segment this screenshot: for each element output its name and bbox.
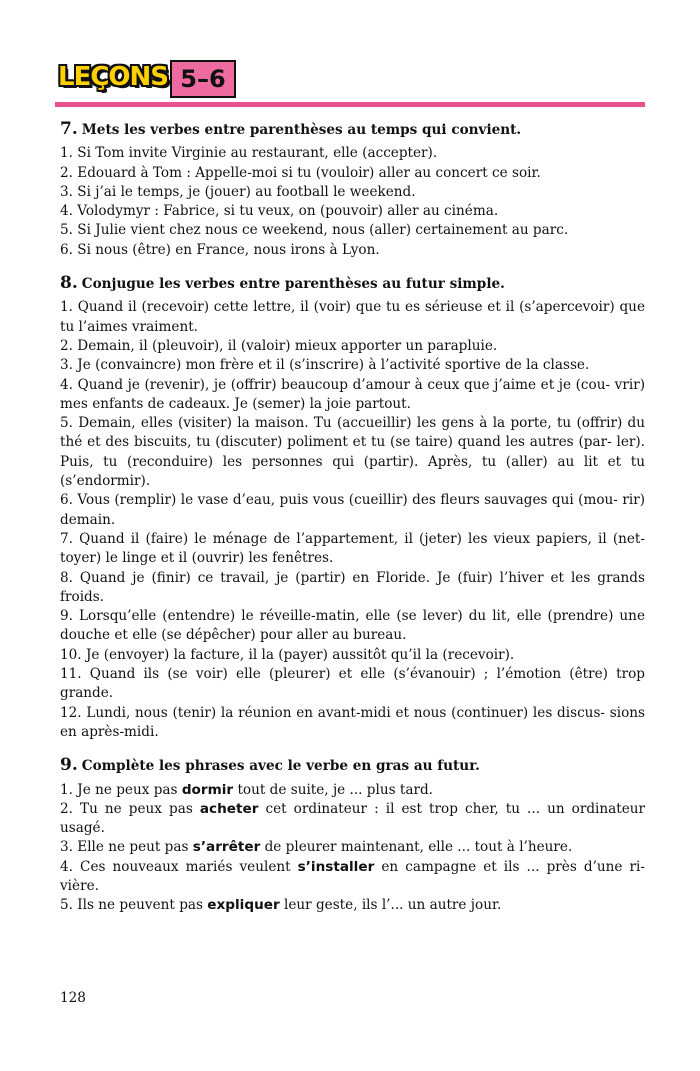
item-text: de pleurer maintenant, elle ... tout à l’heure.: [260, 839, 573, 856]
exercise-9-number: 9.: [60, 755, 78, 776]
list-item: 7. Quand il (faire) le ménage de l’appartement, il (jeter) les vieux papiers, il (net- toyer) le linge et il (ouvrir) les fenêtres.: [60, 530, 645, 567]
exercise-8-instruction: Conjugue les verbes entre parenthèses au futur simple.: [81, 276, 505, 293]
list-item: 5. Si Julie vient chez nous ce weekend, nous (aller) certainement au parc.: [60, 222, 569, 239]
exercise-9-instruction: Complète les phrases avec le verbe en gras au futur.: [81, 758, 480, 775]
item-text: 5. Ils ne peuvent pas: [60, 897, 208, 914]
bold-verb: s’installer: [297, 858, 375, 875]
item-text: cet ordinateur : il est trop cher, tu ... un ordinateur usagé.: [60, 800, 646, 837]
bold-verb: dormir: [181, 781, 234, 798]
item-text: 2. Tu ne peux pas: [60, 800, 200, 817]
header-divider: [55, 102, 645, 107]
item-text: tout de suite, je ... plus tard.: [233, 781, 433, 798]
lessons-range-badge: 5–6: [170, 60, 236, 98]
list-item: 3. Je (convaincre) mon frère et il (s’inscrire) à l’activité sportive de la classe.: [60, 357, 590, 374]
list-item: 6. Si nous (être) en France, nous irons à Lyon.: [60, 241, 380, 258]
list-item: 11. Quand ils (se voir) elle (pleurer) et elle (s’évanouir) ; l’émotion (être) trop grande.: [60, 666, 645, 702]
exercise-7-title: [60, 120, 645, 140]
item-text: 4. Ces nouveaux mariés veulent: [60, 858, 298, 875]
bold-verb: acheter: [199, 800, 259, 817]
list-item: 3. Si j’ai le temps, je (jouer) au football le weekend.: [60, 183, 416, 200]
exercise-8-number: 8.: [60, 273, 78, 294]
list-item: 2. Edouard à Tom : Appelle-moi si tu (vouloir) aller au concert ce soir.: [60, 164, 541, 181]
page-header: [55, 60, 645, 110]
page-content: [60, 120, 645, 930]
list-item: 6. Vous (remplir) le vase d’eau, puis vous (cueillir) des fleurs sauvages qui (mou- rir) demain.: [60, 492, 645, 528]
list-item: 1. Quand il (recevoir) cette lettre, il (voir) que tu es sérieuse et il (s’apercevoir) que tu l’aimes vraiment.: [60, 299, 645, 335]
bold-verb: expliquer: [207, 897, 280, 914]
exercise-8-title: [60, 274, 645, 294]
list-item: 5. Demain, elles (visiter) la maison. Tu (accueillir) les gens à la porte, tu (offrir) du thé et des biscuits, tu (discuter) poliment et tu (se taire) quand les autres (par- ler). Puis, tu (reconduire) les personnes qui (partir). Après, tu (aller) au lit et tu (s’endormir).: [60, 415, 645, 490]
item-text: en campagne et ils ... près d’une ri- vière.: [60, 858, 645, 894]
item-text: 1. Je ne peux pas: [60, 781, 182, 798]
list-item: [60, 781, 645, 800]
list-item: 9. Lorsqu’elle (entendre) le réveille-matin, elle (se lever) du lit, elle (prendre) une douche et elle (se dépêcher) pour aller au bureau.: [60, 608, 645, 644]
list-item: 4. Volodymyr : Fabrice, si tu veux, on (pouvoir) aller au cinéma.: [60, 203, 499, 220]
exercise-9-title: [60, 756, 645, 776]
exercise-7-number: 7.: [60, 119, 78, 139]
exercise-7-items: [60, 144, 645, 260]
lecons-logo: LEÇONS: [58, 62, 168, 92]
list-item: [60, 800, 645, 839]
exercise-9-items: [60, 781, 645, 916]
list-item: 10. Je (envoyer) la facture, il la (payer) aussitôt qu’il la (recevoir).: [60, 646, 515, 663]
list-item: 2. Demain, il (pleuvoir), il (valoir) mieux apporter un parapluie.: [60, 337, 498, 354]
list-item: [60, 838, 645, 857]
list-item: [60, 896, 645, 915]
exercise-8-items: [60, 298, 645, 742]
list-item: [60, 858, 645, 897]
list-item: 4. Quand je (revenir), je (offrir) beaucoup d’amour à ceux que j’aime et je (cou- vrir) mes enfants de cadeaux. Je (semer) la joie partout.: [60, 376, 645, 412]
item-text: 3. Elle ne peut pas: [60, 839, 193, 856]
item-text: leur geste, ils l’... un autre jour.: [279, 897, 502, 914]
page-number: 128: [60, 990, 86, 1006]
list-item: 12. Lundi, nous (tenir) la réunion en avant-midi et nous (continuer) les discus- sions en après-midi.: [60, 704, 645, 740]
exercise-7-instruction: Mets les verbes entre parenthèses au temps qui convient.: [81, 122, 522, 138]
list-item: 8. Quand je (finir) ce travail, je (partir) en Floride. Je (fuir) l’hiver et les grands froids.: [60, 569, 645, 605]
list-item: 1. Si Tom invite Virginie au restaurant, elle (accepter).: [60, 145, 438, 162]
bold-verb: s’arrêter: [192, 839, 261, 856]
